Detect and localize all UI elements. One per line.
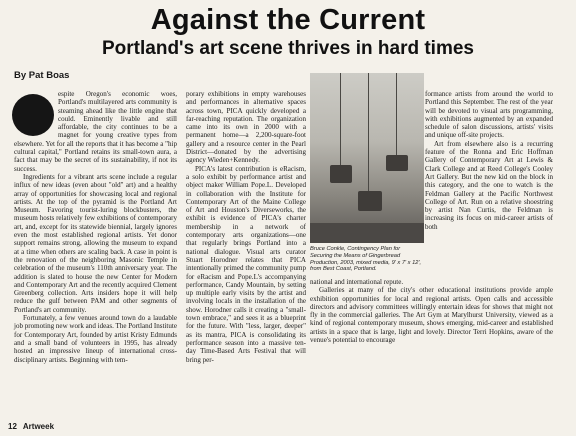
paragraph: Galleries at many of the city's other educational institutions provide ample exhibition opportunities for local and regional artists. Open calls and accessible directors and advisory committees willingly entertain ideas for shows that might not fly in the commercial galleries. The Art Gym at Marylhurst University, viewed as a kind of regional contemporary museum, shows emerging, mid-career and established artists in a space that is large, light and lovely. Director Terri Hopkins, aware of the venue's potential to encourage xyxy=(310,286,553,345)
paragraph xyxy=(14,90,177,173)
hanging-object xyxy=(386,155,408,171)
paragraph: national and international repute. xyxy=(310,278,404,286)
hanging-object xyxy=(358,191,382,211)
article-subtitle: Portland's art scene thrives in hard times xyxy=(102,38,474,59)
paragraph: Fortunately, a few venues around town do a laudable job promoting new work and ideas. The Portland Institute for Contemporary Art, founded by artist Kristy Edmunds and a small band of volunteers in 1995, has already hosted an impressive lineup of international cross-disciplinary artists. Beginning with tem- xyxy=(14,314,177,364)
article-title: Against the Current xyxy=(150,4,426,36)
hanging-rope xyxy=(368,73,369,193)
column-3 xyxy=(425,90,553,231)
paragraph: formance artists from around the world to Portland this September. The rest of the year will be devoted to visual arts programming, with exhibitions augmented by an expanded schedule of salon discussions, artists' visits and unique off-site projects. xyxy=(425,90,553,140)
column-1 xyxy=(14,90,177,364)
page-number: 12 xyxy=(8,422,17,431)
paragraph: Art from elsewhere also is a recurring feature of the Ronna and Eric Hoffman Gallery of Contemporary Art at Lewis & Clark College and at Reed College's Cooley Art Gallery. But the new kid on the block in this category, and the one to watch is the Feldman Gallery at the Pacific Northwest College of Art. Run on a relative shoestring by artist Nan Curtis, the Feldman is increasing its focus on mid-career artists of both xyxy=(425,139,553,231)
hanging-rope xyxy=(396,73,397,158)
paragraph: porary exhibitions in empty warehouses and performances in alternative spaces across town, PICA quickly developed a far-reaching reputation. The organization came into its own in 2000 with a permanent home—a 2,200-square-foot gallery and a resource center in the Pearl District—donated by the advertising agency Wieden+Kennedy. xyxy=(186,90,306,165)
byline: By Pat Boas xyxy=(14,70,70,81)
column-2 xyxy=(186,90,306,364)
photo-caption: Bruce Conkle, Contingency Plan for Securing the Means of Gingerbread Production, 2003, mixed media, 9' x 7' x 12', from Best Coast, Portland. xyxy=(310,246,422,273)
paragraph: PICA's latest contribution is eRacism, a solo exhibit by performance artist and object maker William Pope.L. Developed in collaboration with the Institute for Contemporary Art of the Maine College of Art and Houston's Diverseworks, the exhibit is evidence of PICA's charter membership in a network of contemporary arts organizations—one that regularly brings Portland into a national dialogue. Visual arts curator Stuart Horodner relates that PICA intentionally primed the community pump for eRacism and Pope.L's accompanying performance, Candy Mountain, by setting up multiple early visits by the artist and involving locals in the installation of the show. Horodner calls it creating a "small-town embrace," and sees it as a blueprint for the future. With "less, larger, deeper" as its mantra, PICA is consolidating its performance season into a massive ten-day Time-Based Arts Festival that will bring per- xyxy=(186,164,306,364)
page-footer xyxy=(8,422,54,431)
drop-cap-d xyxy=(12,94,54,136)
hanging-rope xyxy=(340,73,341,168)
artwork-photo xyxy=(310,73,424,243)
paragraph: Ingredients for a vibrant arts scene include a regular influx of new ideas (even about "old" art) and a healthy array of opportunities for showcasing local and regional artists. At the top of the pyramid is the Portland Art Museum. Favoring tourist-luring blockbusters, the museum hosts relatively few exhibitions of contemporary art, and, except for its statewide biennial, largely ignores even the most established regional artists. Yet donor support remains strong, allowing the museum to expand at a time when others are scaling back. A case in point is the renovation of the neighboring Masonic Temple in celebration of the museum's 110th anniversary year. The addition is slated to house the new Center for Modern and Contemporary Art and the recently acquired Clement Greenberg collection. Arts insiders hope it will help reduce the gulf between PAM and other segments of Portland's art community. xyxy=(14,172,177,314)
paragraph-text: espite Oregon's economic woes, Portland's multilayered arts community is steaming ahead like the little engine that could. Eminently livable and still affordable, the city continues to be a magnet for young creative types from elsewhere. Yet for all the reports that it has become a "hip cultural capital," Portland retains its small-town aura, a fact that may be the secret of its sustainability, if not its success. xyxy=(14,90,177,173)
column-3-continued xyxy=(310,278,553,344)
publication-name: Artweek xyxy=(22,422,55,431)
hanging-object xyxy=(330,165,352,183)
floor-shadow xyxy=(310,223,424,243)
